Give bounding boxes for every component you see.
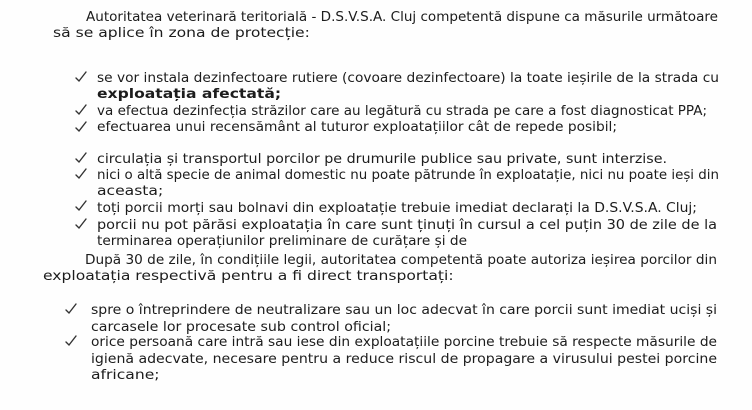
measure-2-line-1: va efectua dezinfecția străzilor care au legătură cu strada pe care a fost diagnosticat PPA; [97, 104, 708, 119]
intro-line-1: Autoritatea veterinară teritorială - D.S.V.S.A. Cluj competentă dispune ca măsurile următoare [86, 10, 718, 25]
checkmark-icon [74, 217, 88, 231]
checkmark-icon [74, 199, 88, 213]
checkmark-icon [74, 167, 88, 181]
destination-1-line-1: spre o întreprindere de neutralizare sau un loc adecvat în care porcii sunt imediat uciși și [91, 303, 718, 318]
destination-1-line-2: carcasele lor procesate sub control oficial; [91, 320, 392, 335]
measure-6-line-1: toți porcii morți sau bolnavi din exploatație trebuie imediat declarați la D.S.V.S.A. Cluj; [97, 201, 697, 216]
destination-2-line-1: orice persoană care intră sau iese din exploatațiile porcine trebuie să respecte măsurile de [91, 335, 717, 350]
checkmark-icon [64, 302, 78, 316]
checkmark-icon [74, 70, 88, 84]
checkmark-icon [64, 334, 78, 348]
measure-5-line-2: aceasta; [97, 184, 164, 199]
checkmark-icon [74, 103, 88, 117]
checkmark-icon [74, 120, 88, 134]
after-line-1: După 30 de zile, în condițiile legii, autoritatea competentă poate autoriza ieșirea porcilor din [85, 253, 717, 268]
measure-5-line-1: nici o altă specie de animal domestic nu poate pătrunde în exploatație, nici nu poate ieși din [97, 168, 719, 183]
measure-3-line-1: efectuarea unui recensământ al tuturor exploatațiilor cât de repede posibil; [97, 120, 618, 135]
measure-7-line-2: terminarea operațiunilor preliminare de curățare și de [97, 234, 467, 249]
destination-2-line-2: igienă adecvate, necesare pentru a reduce riscul de propagare a virusului pestei porcine [91, 352, 717, 367]
after-line-2: exploatația respectivă pentru a fi direct transportați: [43, 269, 454, 284]
destination-2-line-3: africane; [91, 368, 160, 383]
measure-4-line-1: circulația și transportul porcilor pe drumurile publice sau private, sunt interzise. [97, 152, 668, 167]
measure-7-line-1: porcii nu pot părăsi exploatația în care sunt ținuți în cursul a cel puțin 30 de zile de la [97, 218, 718, 233]
measure-1-line-2: exploatația afectată; [97, 87, 282, 102]
intro-line-2: să se aplice în zona de protecție: [53, 26, 310, 41]
checkmark-icon [74, 151, 88, 165]
measure-1-line-1: se vor instala dezinfectoare rutiere (covoare dezinfectoare) la toate ieșirile de la strada cu [97, 71, 719, 86]
